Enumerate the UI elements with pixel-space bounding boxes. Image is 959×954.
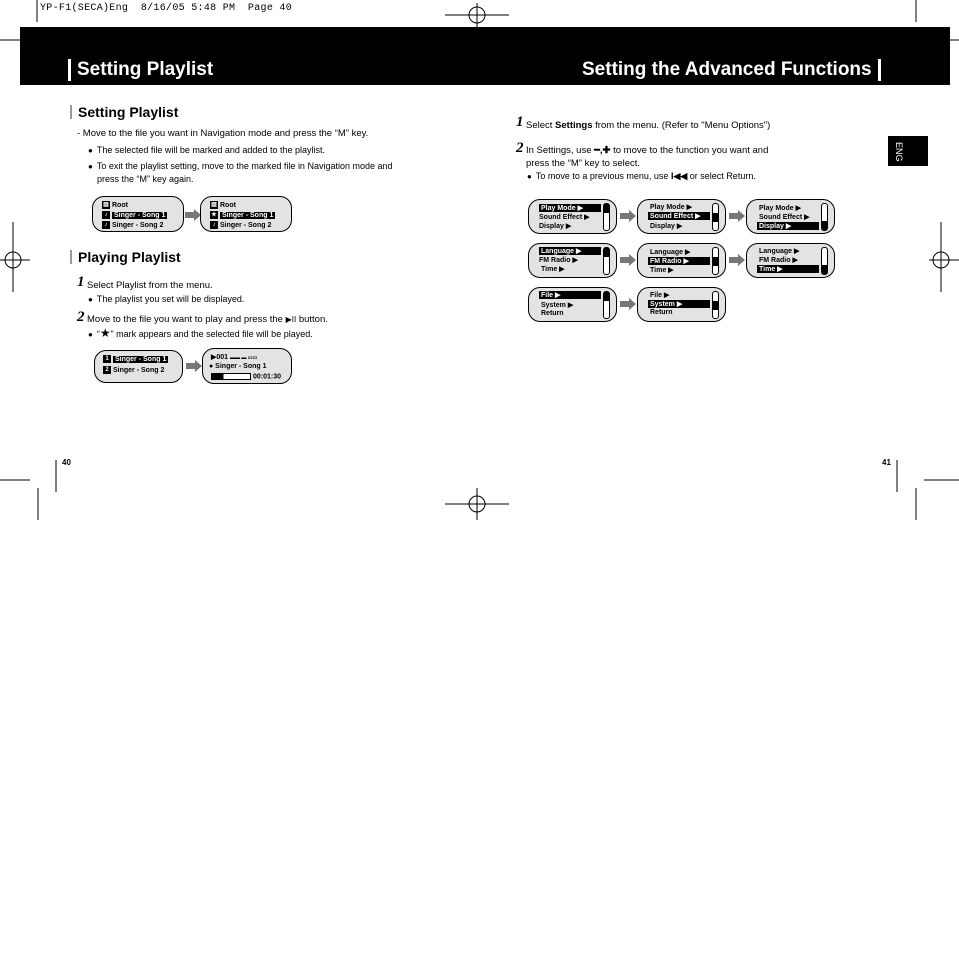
settings-screen-6	[746, 243, 835, 278]
scrollbar	[603, 203, 610, 231]
arrow-right-icon	[729, 254, 745, 266]
right-step1: Select Settings from the menu. (Refer to "Menu Options")	[526, 120, 771, 131]
menu-row: Play Mode ▶	[539, 204, 601, 212]
marked-file-icon: ★	[211, 212, 217, 218]
screen-row-root: ▤ Root	[103, 201, 128, 209]
settings-screen-3	[746, 199, 835, 234]
menu-row: Time ▶	[757, 265, 819, 273]
step-number-1: 1	[77, 274, 85, 290]
scrollbar	[603, 247, 610, 275]
menu-row: System ▶	[541, 302, 574, 309]
playing-step2-bullet: ● “★” mark appears and the selected file will be played.	[88, 328, 313, 340]
menu-row: File ▶	[539, 291, 601, 299]
setting-bullet-2: ● To exit the playlist setting, move to the marked file in Navigation mode and	[88, 161, 393, 172]
device-screen-3	[94, 350, 183, 383]
screen-row-song1: ★ Singer - Song 1	[211, 211, 274, 219]
menu-row: Language ▶	[759, 248, 800, 255]
star-icon: ★	[99, 326, 111, 340]
settings-screen-8	[637, 287, 726, 322]
scrollbar	[712, 203, 719, 231]
screen-song-title: ● Singer - Song 1	[209, 363, 267, 370]
folder-icon: ▤	[211, 202, 217, 208]
setting-playlist-heading: Setting Playlist	[70, 105, 178, 119]
playing-playlist-heading: Playing Playlist	[70, 250, 181, 264]
setting-bullet-2-cont: press the “M” key again.	[97, 174, 194, 184]
arrow-right-icon	[186, 360, 202, 372]
menu-row: Time ▶	[650, 267, 674, 274]
menu-row: Sound Effect ▶	[648, 212, 710, 220]
menu-row: Language ▶	[539, 247, 601, 255]
folder-icon: ▤	[103, 202, 109, 208]
file-icon: ♪	[102, 211, 110, 219]
arrow-right-icon	[729, 210, 745, 222]
menu-row: Display ▶	[539, 223, 572, 230]
menu-row: FM Radio ▶	[539, 257, 578, 264]
device-screen-2	[200, 196, 292, 232]
settings-screen-7	[528, 287, 617, 322]
step-number-2: 2	[77, 309, 85, 325]
device-screen-4	[202, 348, 292, 384]
menu-row: Display ▶	[757, 222, 819, 230]
scrollbar	[821, 247, 828, 275]
device-screen-1	[92, 196, 184, 232]
print-header: YP-F1(SECA)Eng 8/16/05 5:48 PM Page 40	[40, 3, 293, 14]
menu-row: Time ▶	[541, 266, 565, 273]
play-pause-icon: ▶II	[285, 315, 297, 324]
settings-screen-4	[528, 243, 617, 278]
right-step-number-2: 2	[516, 140, 524, 156]
menu-row: Return	[650, 309, 673, 316]
menu-row: Play Mode ▶	[759, 205, 801, 212]
menu-row: Sound Effect ▶	[759, 214, 810, 221]
status-icons: ▬▬ ▬ ▭▭	[230, 355, 258, 361]
menu-row: System ▶	[648, 300, 710, 308]
playing-step1-bullet: ● The playlist you set will be displayed.	[88, 294, 244, 305]
file-icon: ♪	[102, 221, 110, 229]
screen-progress-row: 00:01:30	[211, 373, 281, 380]
screen-row-song1: 1 Singer - Song 1	[103, 355, 168, 363]
page-number-left: 40	[62, 458, 71, 467]
scrollbar	[712, 247, 719, 275]
arrow-right-icon	[620, 298, 636, 310]
playing-step2: Move to the file you want to play and press the ▶II button.	[87, 314, 328, 325]
scrollbar	[821, 203, 828, 231]
setting-intro: - Move to the file you want in Navigation mode and press the “M” key.	[77, 128, 369, 139]
playlist-file-icon: 1	[103, 355, 111, 363]
settings-screen-2	[637, 199, 726, 234]
playlist-file-icon: 2	[103, 366, 111, 374]
right-step-number-1: 1	[516, 114, 524, 130]
menu-row: Language ▶	[650, 249, 691, 256]
menu-row: FM Radio ▶	[759, 257, 798, 264]
menu-row: Play Mode ▶	[650, 204, 692, 211]
language-tab	[888, 136, 928, 166]
playing-step1: Select Playlist from the menu.	[87, 280, 213, 291]
screen-track-number: ▶001 ▬▬ ▬ ▭▭	[211, 354, 258, 361]
scrollbar	[603, 291, 610, 319]
setting-bullet-1: ● The selected file will be marked and added to the playlist.	[88, 145, 325, 156]
skip-back-icon: I◀◀	[670, 171, 688, 181]
scrollbar	[712, 291, 719, 319]
language-tab-label: ENG	[894, 142, 904, 162]
right-step2-cont: press the “M” key to select.	[526, 158, 641, 169]
menu-row: FM Radio ▶	[648, 257, 710, 265]
settings-screen-5	[637, 243, 726, 278]
page-title-right: Setting the Advanced Functions	[582, 59, 881, 81]
arrow-right-icon	[185, 209, 201, 221]
screen-row-root: ▤ Root	[211, 201, 236, 209]
menu-row: Return	[541, 310, 564, 317]
screen-row-song1: ♪ Singer - Song 1	[102, 211, 167, 219]
file-icon: ♪	[210, 221, 218, 229]
arrow-right-icon	[620, 254, 636, 266]
page-title-left: Setting Playlist	[68, 59, 213, 81]
screen-row-song2: 2 Singer - Song 2	[103, 366, 164, 374]
right-step2: In Settings, use ━,✚ to move to the function you want and	[526, 145, 769, 156]
screen-row-song2: ♪ Singer - Song 2	[210, 221, 271, 229]
progress-bar	[211, 373, 251, 380]
screen-row-song2: ♪ Singer - Song 2	[102, 221, 163, 229]
menu-row: File ▶	[650, 292, 670, 299]
settings-screen-1	[528, 199, 617, 234]
menu-row: Sound Effect ▶	[539, 214, 590, 221]
right-step2-bullet: ● To move to a previous menu, use I◀◀ or select Return.	[527, 171, 756, 182]
minus-plus-icons: ━,✚	[594, 145, 611, 156]
page-number-right: 41	[882, 458, 891, 467]
arrow-right-icon	[620, 210, 636, 222]
menu-row: Display ▶	[650, 223, 683, 230]
